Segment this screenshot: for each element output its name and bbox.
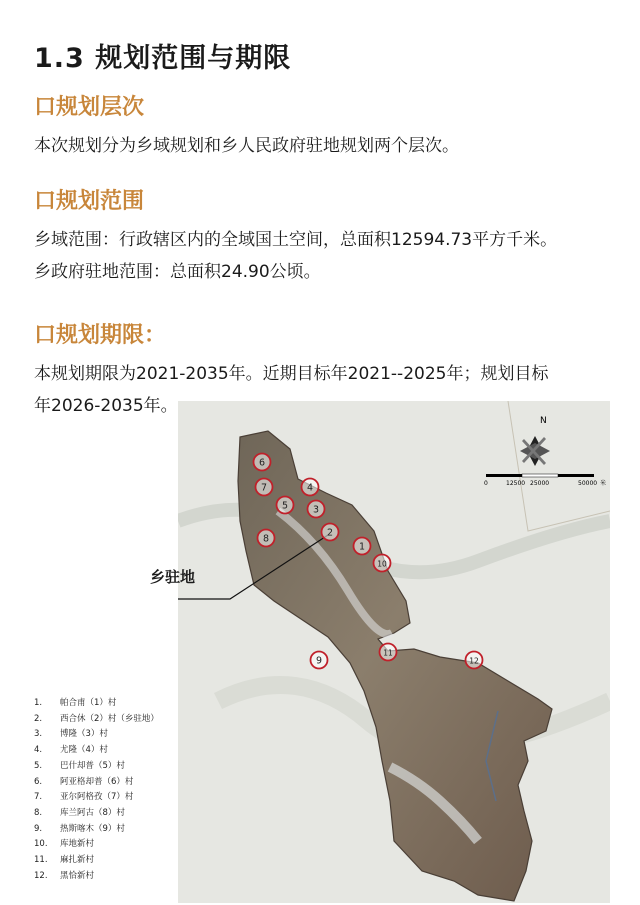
village-marker-label: 8 [262,533,270,545]
village-marker-label: 1 [358,541,366,553]
village-marker-12 [466,652,483,669]
village-marker-7 [256,479,273,496]
legend-item [34,869,159,885]
legend-number: 3. [34,729,43,740]
legend-number: 9. [34,823,43,834]
period-text-2: 年2026-2035年。 [34,396,178,416]
village-marker-2 [322,524,339,541]
legend-item [34,806,159,822]
legend-item [34,712,159,728]
legend-label: 库地新村 [60,839,95,850]
scale-label-1: 12500 [506,480,526,487]
callout-label: 乡驻地 [150,568,196,586]
village-marker-6 [254,454,271,471]
village-marker-10 [374,555,391,572]
legend-label: 帕合甫（1）村 [60,698,117,708]
legend-label: 亚尔阿格孜（7）村 [60,792,134,803]
legend-item [34,790,159,806]
legend-item [34,853,159,869]
legend-item [34,759,159,775]
village-marker-label: 4 [306,482,314,494]
legend-number: 11. [34,855,48,866]
legend-item [34,775,159,791]
village-marker-5 [277,497,294,514]
scope-text-1: 乡域范围：行政辖区内的全域国土空间，总面积12594.73平方千米。 [34,230,558,250]
village-marker-label: 11 [383,648,393,658]
village-marker-label: 3 [312,504,320,516]
village-marker-label: 9 [315,655,323,667]
village-marker-9 [311,652,328,669]
legend-label: 博隆（3）村 [60,729,108,740]
village-marker-3 [308,501,325,518]
legend-label: 麻扎新村 [60,855,95,866]
legend-number: 7. [34,792,43,803]
legend-label: 黑恰新村 [60,870,95,881]
village-legend [34,696,159,884]
legend-item [34,822,159,838]
village-marker-label: 6 [258,457,266,469]
legend-label: 阿亚格却普（6）村 [60,776,134,787]
township-map [178,401,610,903]
legend-number: 10. [34,839,48,850]
scale-label-0: 0 [484,480,488,487]
scale-unit: 米 [600,480,607,487]
legend-number: 1. [34,698,43,708]
levels-text: 本次规划分为乡域规划和乡人民政府驻地规划两个层次。 [34,136,459,156]
legend-number: 5. [34,760,43,771]
legend-item [34,727,159,743]
period-text-1: 本规划期限为2021-2035年。近期目标年2021--2025年；规划目标 [34,364,549,384]
scope-text-2: 乡政府驻地范围：总面积24.90公顷。 [34,262,321,282]
section-heading-period: 口规划期限： [34,323,167,348]
village-marker-label: 2 [326,527,334,539]
village-marker-label: 7 [260,482,268,494]
legend-number: 8. [34,807,43,818]
scale-label-2: 25000 [530,480,550,487]
north-label: N [540,416,547,426]
scale-label-3: 50000 [578,480,598,487]
village-marker-label: 12 [469,656,479,666]
legend-number: 2. [34,713,43,724]
legend-item [34,696,159,712]
legend-label: 库兰阿古（8）村 [60,807,125,818]
village-marker-11 [380,644,397,661]
legend-label: 西合休（2）村（乡驻地） [60,713,159,724]
village-marker-1 [354,538,371,555]
legend-label: 尤隆（4）村 [60,745,108,756]
legend-item [34,743,159,759]
page-title: 1.3 规划范围与期限 [34,43,292,74]
section-heading-scope: 口规划范围 [34,189,145,214]
section-heading-levels: 口规划层次 [34,95,145,120]
village-marker-8 [258,530,275,547]
legend-label: 巴什却普（5）村 [60,760,125,771]
village-marker-4 [302,479,319,496]
scale-bar [486,474,594,477]
village-marker-label: 10 [377,559,387,569]
legend-item [34,837,159,853]
village-marker-label: 5 [281,500,289,512]
legend-number: 4. [34,745,43,756]
legend-number: 12. [34,870,48,881]
legend-label: 热斯喀木（9）村 [60,823,125,834]
legend-number: 6. [34,776,43,787]
